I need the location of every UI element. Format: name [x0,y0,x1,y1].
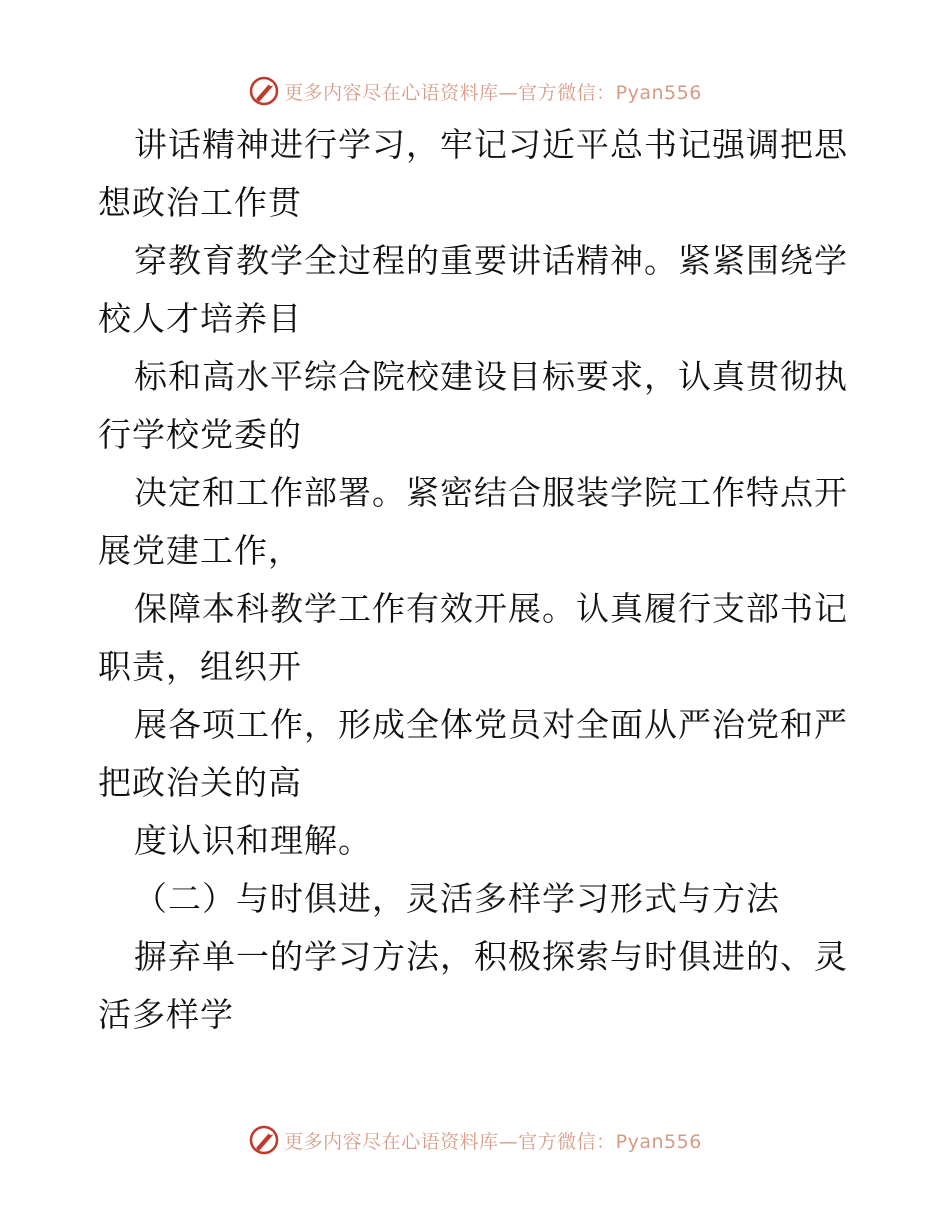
document-body [98,116,858,1044]
text-line: 度认识和理解。 [134,821,372,860]
pen-logo-icon [248,1124,280,1156]
footer-watermark [0,1120,950,1160]
text-line: 想政治工作贯 [98,183,302,222]
text-line: 摒弃单一的学习方法，积极探索与时俱进的、灵 [134,937,848,976]
text-line: 讲话精神进行学习，牢记习近平总书记强调把思 [134,125,848,164]
pen-logo-icon [248,75,280,107]
watermark-text: 更多内容尽在心语资料库—官方微信：Pyan556 [284,81,702,104]
text-line: 标和高水平综合院校建设目标要求，认真贯彻执 [134,357,848,396]
text-line: 把政治关的高 [98,763,302,802]
text-line: 展党建工作， [98,531,302,570]
text-line: 职责，组织开 [98,647,302,686]
text-line: 穿教育教学全过程的重要讲话精神。紧紧围绕学 [134,241,848,280]
text-line: 校人才培养目 [98,299,302,338]
header-watermark [0,71,950,111]
text-line: 活多样学 [98,995,234,1034]
text-line: 保障本科教学工作有效开展。认真履行支部书记 [134,589,848,628]
text-line: 行学校党委的 [98,415,302,454]
text-line: 展各项工作，形成全体党员对全面从严治党和严 [134,705,848,744]
section-heading: （二）与时俱进，灵活多样学习形式与方法 [134,879,780,918]
watermark-text: 更多内容尽在心语资料库—官方微信：Pyan556 [284,1130,702,1153]
text-line: 决定和工作部署。紧密结合服装学院工作特点开 [134,473,848,512]
